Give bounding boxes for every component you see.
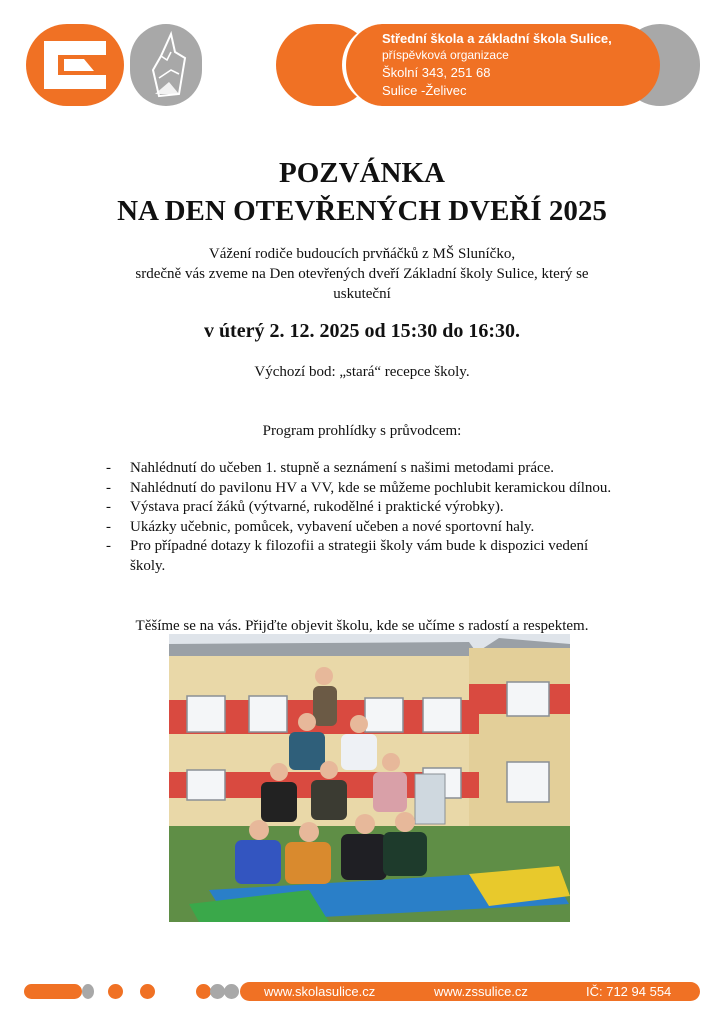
meeting-point: Výchozí bod: „stará“ recepce školy.	[254, 364, 470, 380]
footer-bar	[240, 982, 700, 1001]
footer-decor-dot	[82, 984, 94, 999]
list-item: - Výstava prací žáků (výtvarné, rukodělné i praktické výrobky).	[106, 498, 626, 518]
school-logo-icon	[40, 37, 110, 93]
title-line-2: NA DEN OTEVŘENÝCH DVEŘÍ 2025	[117, 195, 607, 227]
footer-decor-pill	[24, 984, 82, 999]
closing-text: Těšíme se na vás. Přijďte objevit školu, kde se učíme s radostí a respektem.	[135, 618, 589, 634]
school-address-box	[342, 24, 660, 106]
school-photo	[169, 634, 570, 922]
intro-line-3: uskuteční	[333, 286, 391, 302]
footer-decor-dot	[196, 984, 211, 999]
footer-website-1[interactable]: www.skolasulice.cz	[264, 984, 376, 999]
footer-decor-dot	[108, 984, 123, 999]
list-item: - Nahlédnutí do učeben 1. stupně a seznámení s našimi metodami práce.	[106, 459, 626, 479]
footer-decor-dot	[140, 984, 155, 999]
address-street: Školní 343, 251 68	[382, 65, 491, 80]
footer-decor-dot	[210, 984, 225, 999]
fox-mascot-icon	[141, 30, 191, 100]
event-date: v úterý 2. 12. 2025 od 15:30 do 16:30.	[203, 320, 521, 342]
footer-ico: IČ: 712 94 554	[586, 984, 672, 999]
program-heading: Program prohlídky s průvodcem:	[262, 423, 462, 439]
footer-decor-dot	[224, 984, 239, 999]
mascot-logo	[130, 24, 202, 106]
intro-line-1: Vážení rodiče budoucích prvňáčků z MŠ Sluníčko,	[208, 246, 516, 262]
org-type: příspěvková organizace	[382, 48, 509, 62]
footer-website-2[interactable]: www.zssulice.cz	[434, 984, 528, 999]
program-list	[106, 459, 626, 576]
list-item: - Pro případné dotazy k filozofii a strategii školy vám bude k dispozici vedení školy.	[106, 537, 626, 576]
list-item: - Ukázky učebnic, pomůcek, vybavení učeben a nové sportovní haly.	[106, 518, 626, 538]
title-line-1: POZVÁNKA	[279, 157, 445, 189]
address-city: Sulice -Želivec	[382, 83, 467, 98]
school-logo	[26, 24, 124, 106]
list-item: - Nahlédnutí do pavilonu HV a VV, kde se můžeme pochlubit keramickou dílnou.	[106, 479, 626, 499]
school-name: Střední škola a základní škola Sulice,	[382, 31, 612, 46]
intro-line-2: srdečně vás zveme na Den otevřených dveří Základní školy Sulice, který se	[135, 266, 589, 282]
